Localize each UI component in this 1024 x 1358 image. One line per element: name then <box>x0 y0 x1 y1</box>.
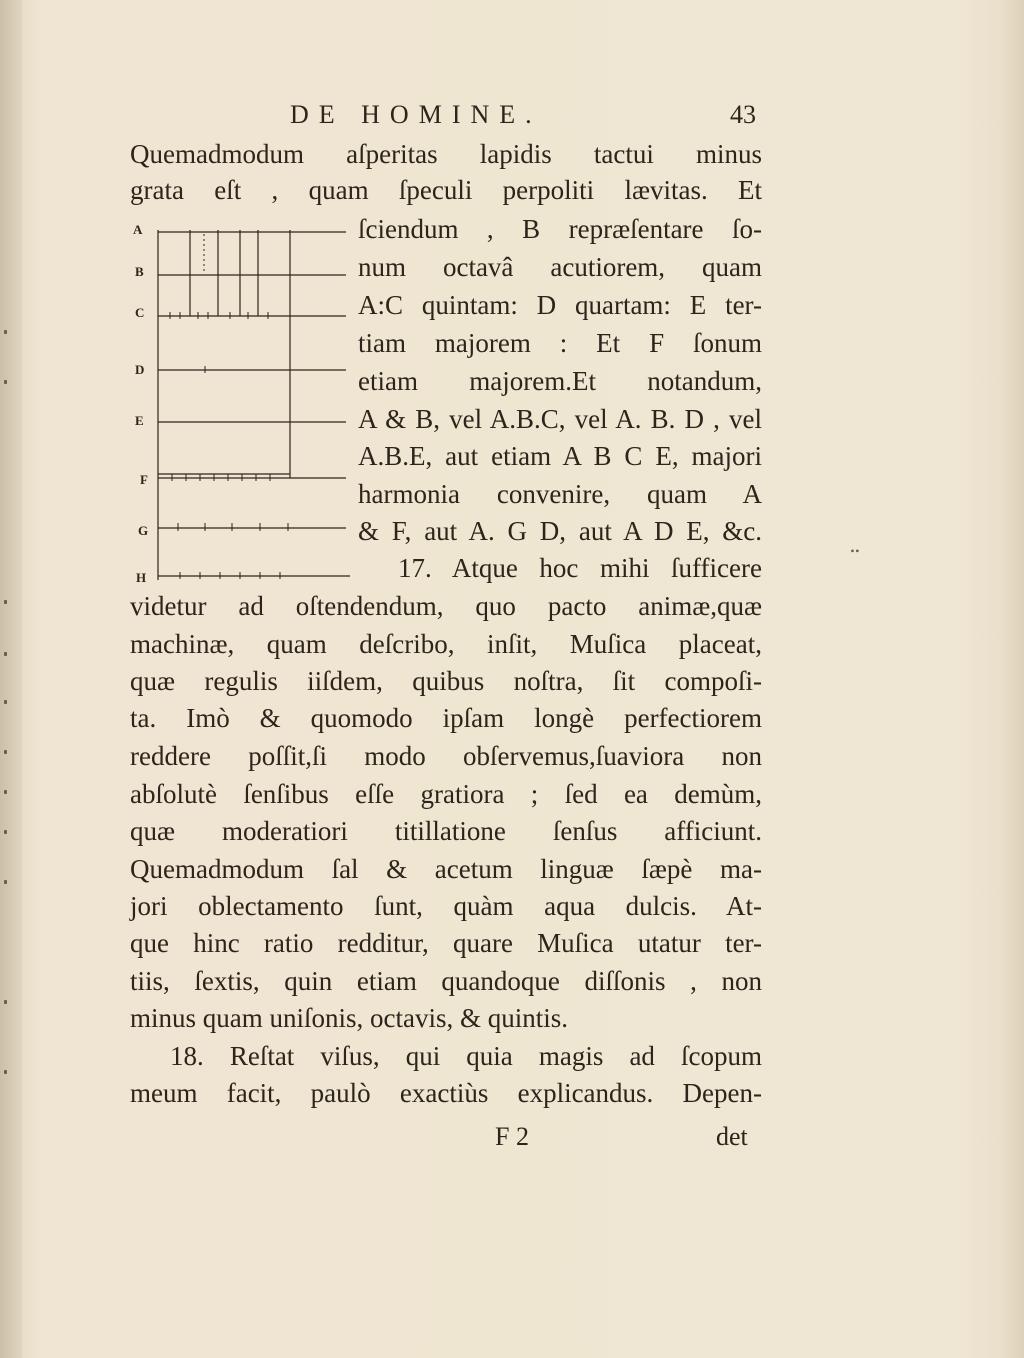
diagram-label-g: G <box>138 523 149 538</box>
signature-mark: F 2 <box>495 1122 529 1151</box>
text-line: quæ regulis iiſdem, quibus noſtra, ſit compoſi- <box>130 666 762 696</box>
text-line: A.B.E, aut etiam A B C E, majori <box>358 441 762 471</box>
text-line: machinæ, quam deſcribo, inſit, Muſica placeat, <box>130 629 762 659</box>
text-line: grata eſt , quam ſpeculi perpoliti lævitas. Et <box>130 175 762 205</box>
text-line: A & B, vel A.B.C, vel A. B. D , vel <box>358 404 762 434</box>
edge-mark <box>4 1070 7 1074</box>
edge-mark <box>4 380 7 384</box>
text-line: que hinc ratio redditur, quare Muſica utatur ter- <box>130 928 762 958</box>
edge-mark <box>4 1000 7 1004</box>
edge-mark <box>4 750 7 754</box>
edge-mark <box>4 600 7 604</box>
text-line: Quemadmodum aſperitas lapidis tactui minus <box>130 139 762 169</box>
paragraph-18-start: 18. Reſtat viſus, qui quia magis ad ſcopum <box>170 1041 762 1071</box>
diagram-label-h: H <box>136 570 147 585</box>
edge-mark <box>4 790 7 794</box>
edge-mark <box>4 330 7 334</box>
text-line: minus quam uniſonis, octavis, & quintis. <box>130 1003 568 1033</box>
text-line: tiis, ſextis, quin etiam quandoque diſſonis , non <box>130 966 762 996</box>
text-line: meum facit, paulò exactiùs explicandus. Depen- <box>130 1078 762 1108</box>
text-line: A:C quintam: D quartam: E ter- <box>358 290 762 320</box>
page-gutter <box>0 0 22 1358</box>
text-line: jori oblectamento ſunt, quàm aqua dulcis. At- <box>130 891 762 921</box>
diagram-label-b: B <box>135 264 144 279</box>
text-line: ſciendum , B repræſentare ſo- <box>358 214 762 244</box>
diagram-label-d: D <box>135 362 145 377</box>
edge-mark <box>4 652 7 656</box>
text-line: Quemadmodum ſal & acetum linguæ ſæpè ma- <box>130 854 762 884</box>
text-line: & F, aut A. G D, aut A D E, &c. <box>358 516 762 546</box>
text-line: quæ moderatiori titillatione ſenſus afficiunt. <box>130 816 762 846</box>
diagram-lines <box>150 220 360 590</box>
paragraph-17-start: 17. Atque hoc mihi ſufficere <box>398 553 762 583</box>
edge-mark <box>4 700 7 704</box>
text-line: abſolutè ſenſibus eſſe gratiora ; ſed ea demùm, <box>130 779 762 809</box>
running-head: DE HOMINE. <box>290 100 542 129</box>
text-line: reddere poſſit,ſi modo obſervemus,ſuaviora non <box>130 741 762 771</box>
diagram-label-f: F <box>140 472 148 487</box>
text-line: videtur ad oſtendendum, quo pacto animæ,quæ <box>130 591 762 621</box>
text-line: ta. Imò & quomodo ipſam longè perfectiorem <box>130 703 762 733</box>
text-line: tiam majorem : Et F ſonum <box>358 328 762 358</box>
edge-mark <box>4 880 7 884</box>
edge-mark <box>4 830 7 834</box>
page-number: 43 <box>730 100 756 129</box>
ink-speck: ∙∙ <box>850 546 860 557</box>
text-line: harmonia convenire, quam A <box>358 479 762 509</box>
diagram-label-a: A <box>133 222 143 237</box>
text-line: etiam majorem.Et notandum, <box>358 366 762 396</box>
text-line: num octavâ acutiorem, quam <box>358 252 762 282</box>
catchword: det <box>716 1122 748 1151</box>
diagram-label-c: C <box>135 305 145 320</box>
diagram-label-e: E <box>135 413 144 428</box>
